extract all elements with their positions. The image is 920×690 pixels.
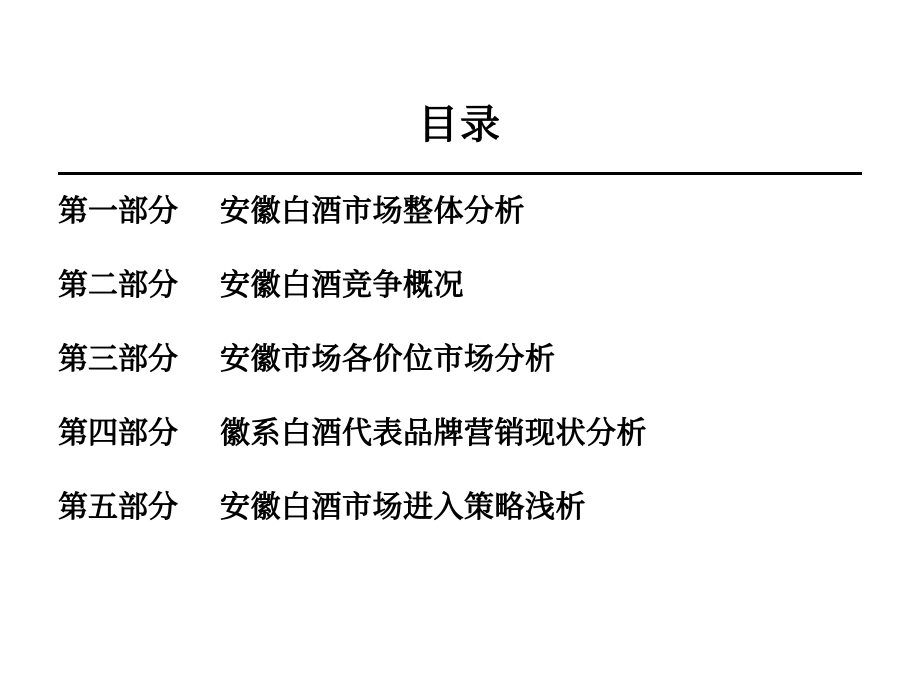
toc-entry-text: 安徽白酒竞争概况: [220, 269, 464, 302]
toc-part-label: 第三部分: [58, 343, 178, 376]
toc-part-label: 第五部分: [58, 491, 178, 524]
toc-part-label: 第四部分: [58, 417, 178, 450]
list-item[interactable]: [0, 186, 920, 260]
list-item[interactable]: [0, 260, 920, 334]
table-of-contents: [0, 186, 920, 556]
page-title: 目录: [418, 102, 502, 147]
toc-entry-text: 安徽白酒市场进入策略浅析: [220, 491, 586, 524]
title-divider: [58, 172, 862, 175]
list-item[interactable]: [0, 334, 920, 408]
toc-entry-text: 安徽白酒市场整体分析: [220, 195, 525, 228]
list-item[interactable]: [0, 482, 920, 556]
toc-entry-text: 安徽市场各价位市场分析: [220, 343, 556, 376]
list-item[interactable]: [0, 408, 920, 482]
toc-part-label: 第二部分: [58, 269, 178, 302]
toc-part-label: 第一部分: [58, 195, 178, 228]
toc-entry-text: 徽系白酒代表品牌营销现状分析: [220, 417, 647, 450]
